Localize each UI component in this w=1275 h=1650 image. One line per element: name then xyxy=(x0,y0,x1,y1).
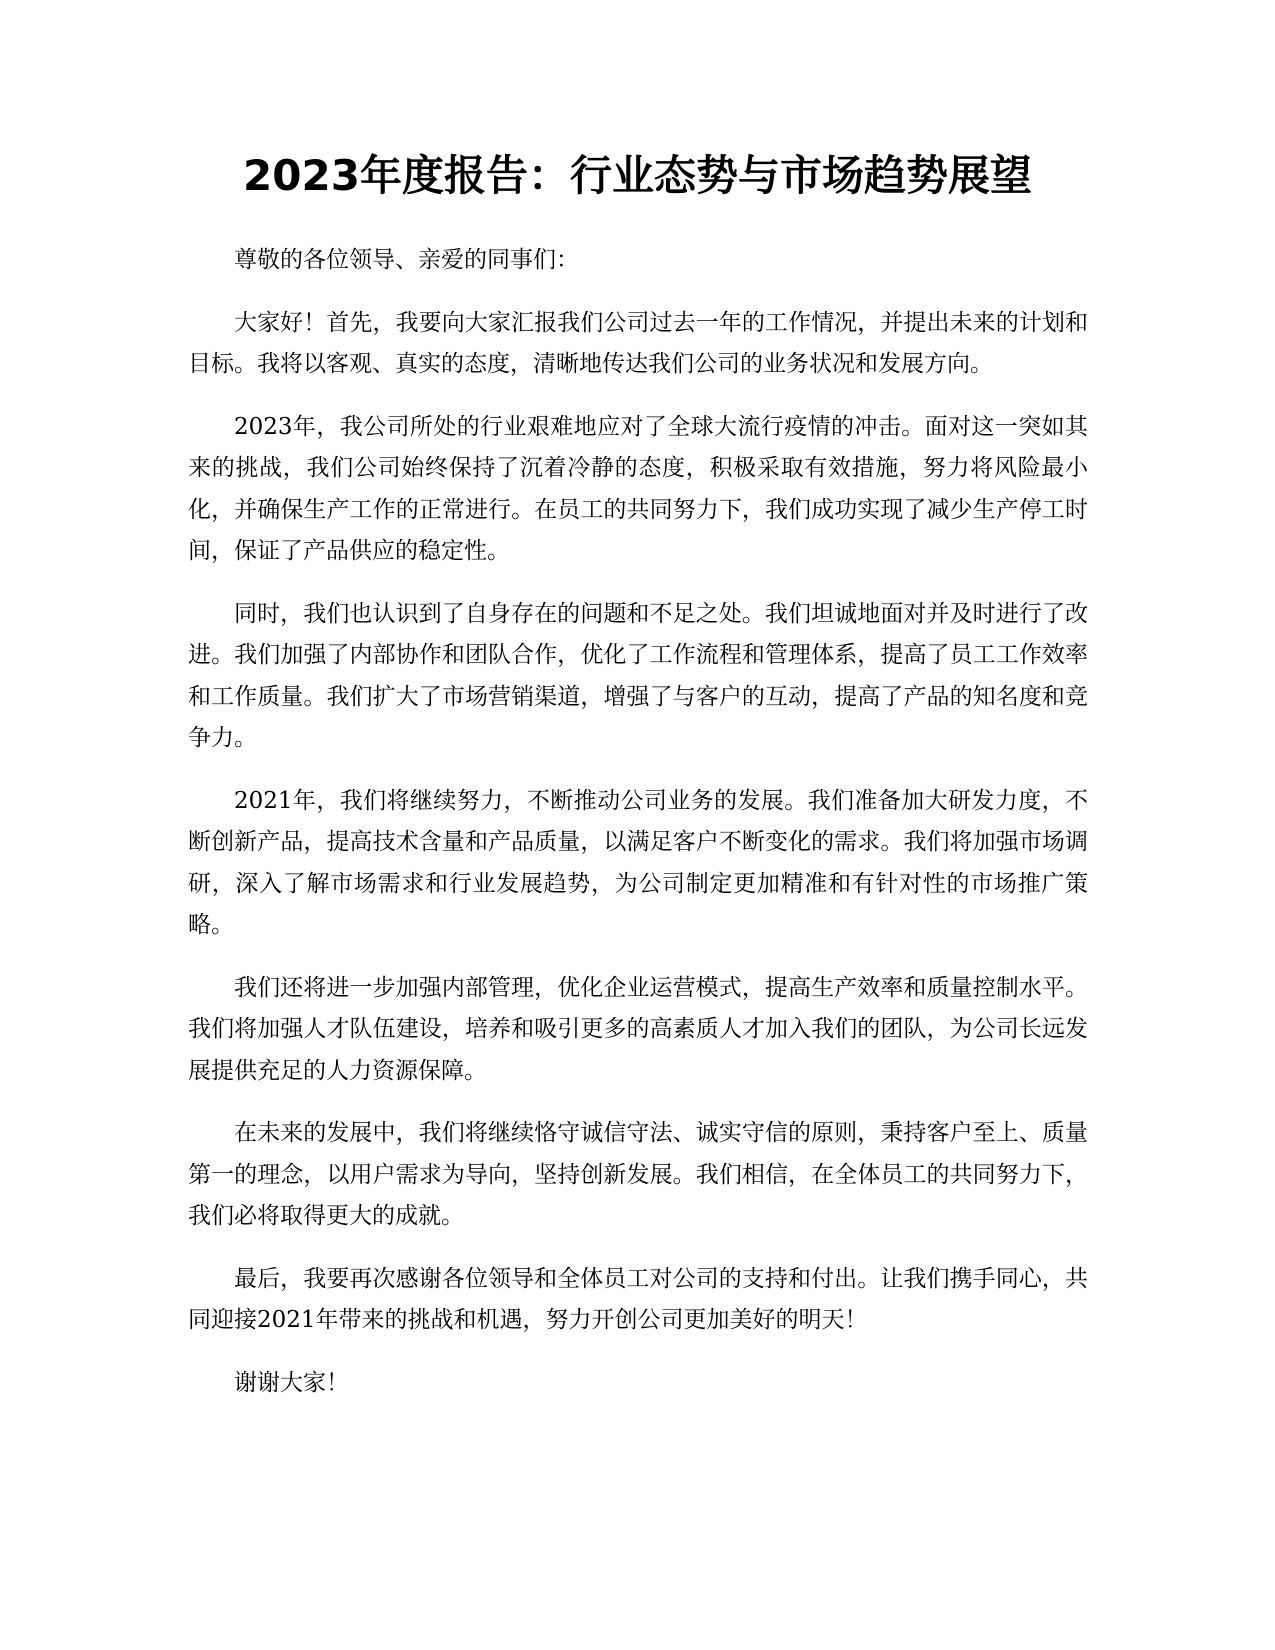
salutation-paragraph: 尊敬的各位领导、亲爱的同事们： xyxy=(234,247,579,273)
document-title: 2023年度报告：行业态势与市场趋势展望 xyxy=(243,151,1032,200)
body-paragraph: 我们还将进一步加强内部管理，优化企业运营模式，提高生产效率和质量控制水平。我们将加强人才队伍建设，培养和吸引更多的高素质人才加入我们的团队，为公司长远发展提供充足的人力资源保障。 xyxy=(188,974,1088,1084)
body-paragraph: 最后，我要再次感谢各位领导和全体员工对公司的支持和付出。让我们携手同心，共同迎接2021年带来的挑战和机遇，努力开创公司更加美好的明天！ xyxy=(188,1265,1088,1333)
body-paragraph: 大家好！首先，我要向大家汇报我们公司过去一年的工作情况，并提出未来的计划和目标。我将以客观、真实的态度，清晰地传达我们公司的业务状况和发展方向。 xyxy=(188,309,1088,377)
document-body xyxy=(188,240,1088,1425)
body-paragraph: 2021年，我们将继续努力，不断推动公司业务的发展。我们准备加大研发力度，不断创新产品，提高技术含量和产品质量，以满足客户不断变化的需求。我们将加强市场调研，深入了解市场需求和行业发展趋势，为公司制定更加精准和有针对性的市场推广策略。 xyxy=(188,787,1088,938)
body-paragraph: 在未来的发展中，我们将继续恪守诚信守法、诚实守信的原则，秉持客户至上、质量第一的理念，以用户需求为导向，坚持创新发展。我们相信，在全体员工的共同努力下，我们必将取得更大的成就。 xyxy=(188,1120,1088,1229)
body-paragraph: 同时，我们也认识到了自身存在的问题和不足之处。我们坦诚地面对并及时进行了改进。我们加强了内部协作和团队合作，优化了工作流程和管理体系，提高了员工工作效率和工作质量。我们扩大了市场营销渠道，增强了与客户的互动，提高了产品的知名度和竞争力。 xyxy=(188,600,1088,751)
body-paragraph: 2023年，我公司所处的行业艰难地应对了全球大流行疫情的冲击。面对这一突如其来的挑战，我们公司始终保持了沉着冷静的态度，积极采取有效措施，努力将风险最小化，并确保生产工作的正常进行。在员工的共同努力下，我们成功实现了减少生产停工时间，保证了产品供应的稳定性。 xyxy=(188,413,1088,564)
closing-paragraph: 谢谢大家！ xyxy=(234,1369,349,1396)
